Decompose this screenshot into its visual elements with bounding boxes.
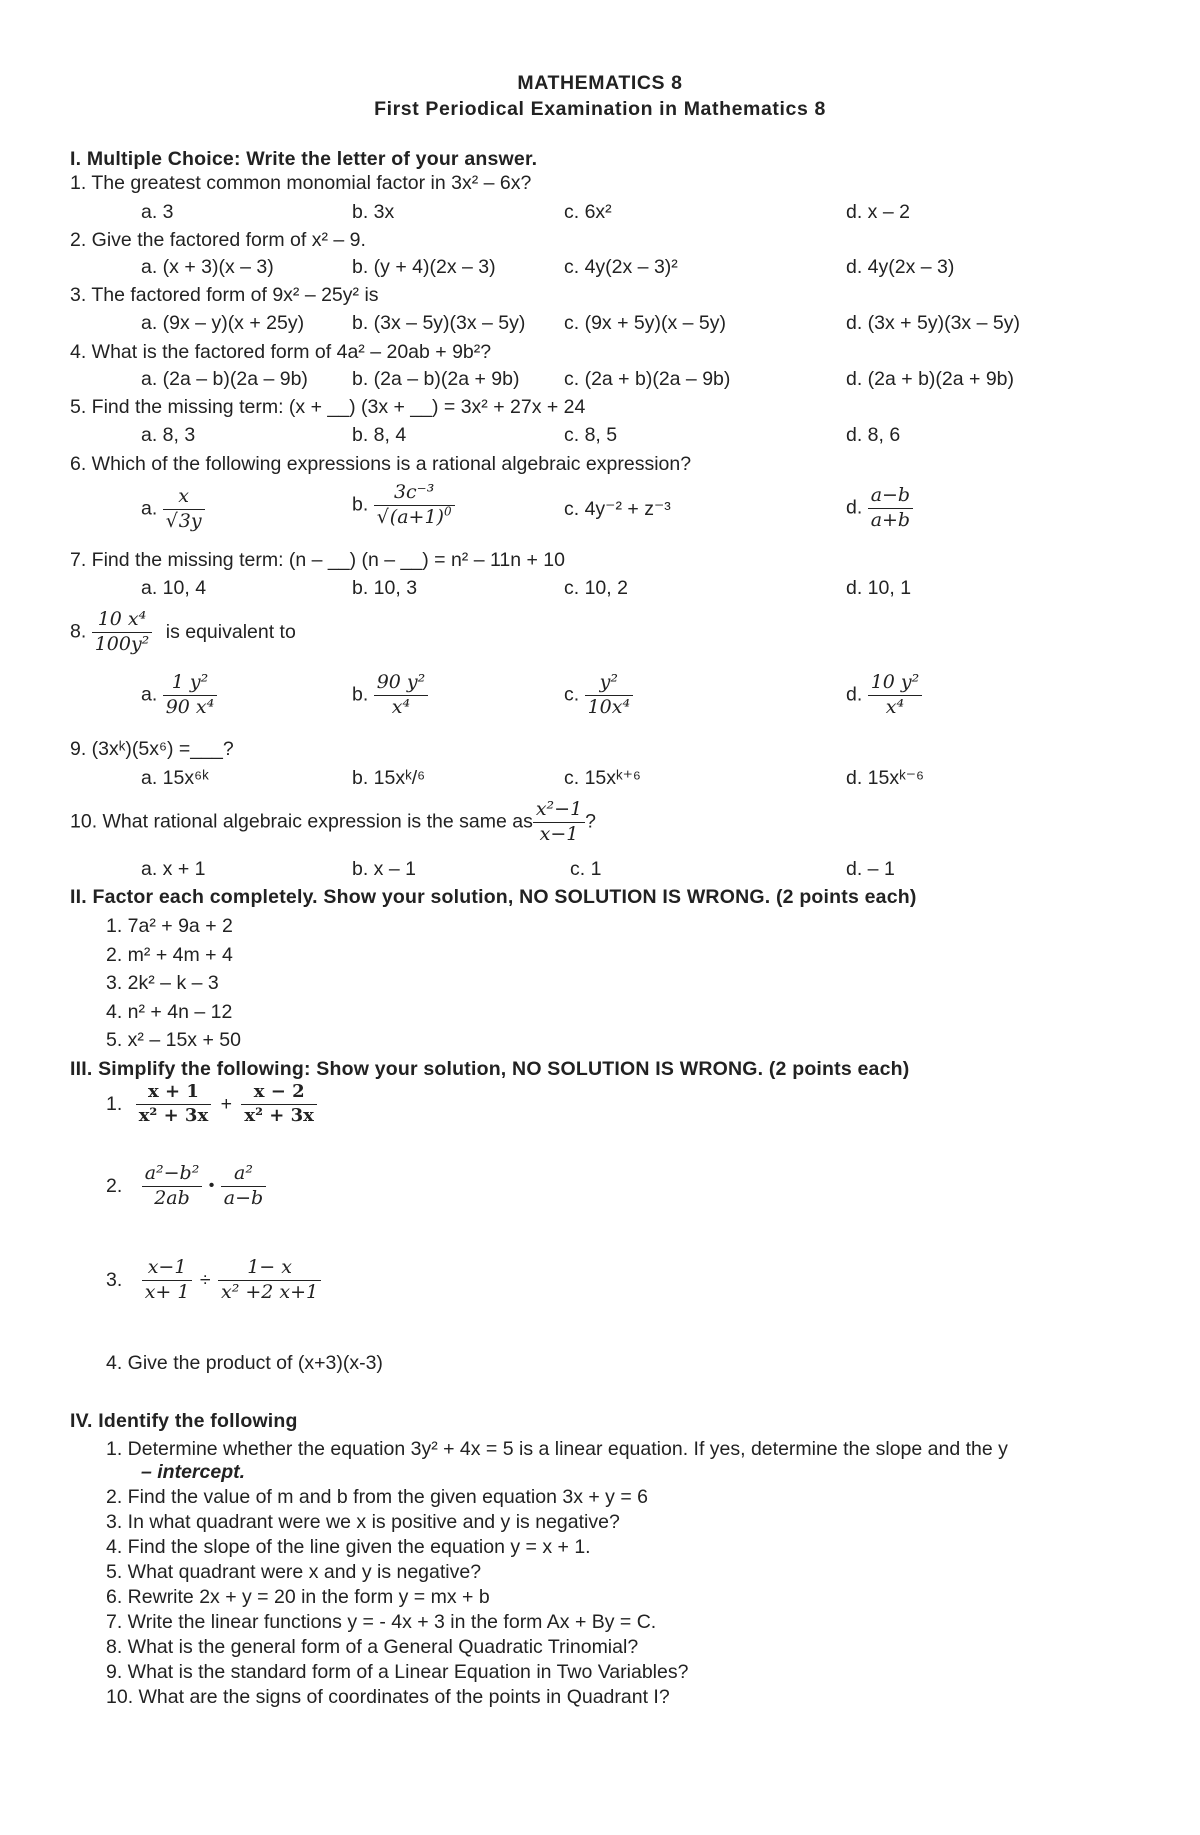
q5-choice-a: a. 8, 3 [141, 424, 196, 446]
part4-heading: IV. Identify the following [70, 1410, 298, 1432]
part3-item-2: 2. $\frac{\text{a²−b²}}{2ab}$ • $\frac{\text{a²}}{a-b}$ [106, 1164, 266, 1209]
part2-item-5: 5. x² – 15x + 50 [106, 1029, 241, 1051]
q1-choice-a: a. 3 [141, 201, 174, 223]
q9-choice-c: c. 15xᵏ⁺⁶ [564, 767, 641, 789]
q6-d-label: d. [846, 496, 863, 519]
q9-stem: 9. (3xᵏ)(5x⁶) =___? [70, 738, 234, 760]
q8-choice-d: d. $\frac{\text{10 y²}}{\text{x⁴}}$ [846, 673, 922, 718]
part4-item-7: 7. Write the linear functions y = - 4x + 3 in the form Ax + By = C. [106, 1611, 657, 1633]
q8-choice-b: b. $\frac{\text{90 y²}}{\text{x⁴}}$ [352, 673, 428, 718]
q6-d-numerator: a−b [870, 484, 911, 506]
part2-item-3: 3. 2k² – k – 3 [106, 972, 219, 994]
q2-stem: 2. Give the factored form of x² – 9. [70, 229, 366, 251]
part4-item-3: 3. In what quadrant were we x is positive and y is negative? [106, 1511, 620, 1533]
q8-denominator: 100y² [92, 632, 153, 655]
q3-choice-b: b. (3x – 5y)(3x – 5y) [352, 312, 526, 334]
part4-item-1-cont: – intercept. [141, 1461, 246, 1483]
q9-choice-d: d. 15xᵏ⁻⁶ [846, 767, 925, 789]
q5-choice-c: c. 8, 5 [564, 424, 618, 446]
q6-a-fraction: $\frac{x}{√3y}$ [163, 487, 205, 532]
part3-item-1: 1. $\frac{x + 1}{\text{x² + 3x}}$ + $\frac{x - 2}{\text{x² + 3x}}$ [106, 1083, 317, 1126]
exam-title: First Periodical Examination in Mathematics 8 [374, 98, 826, 120]
part2-item-4: 4. n² + 4n – 12 [106, 1001, 233, 1023]
q2-choice-a: a. (x + 3)(x – 3) [141, 256, 274, 278]
q1-choice-d: d. x – 2 [846, 201, 910, 223]
q8-numerator: 10 x⁴ [97, 608, 147, 630]
part3-item-4: 4. Give the product of (x+3)(x-3) [106, 1352, 383, 1374]
q10-fraction: $\frac{\text{x²−1}}{x-1}$ [533, 800, 585, 845]
q3-stem: 3. The factored form of 9x² – 25y² is [70, 284, 379, 306]
q9-choice-a: a. 15x⁶ᵏ [141, 767, 209, 789]
part2-item-2: 2. m² + 4m + 4 [106, 944, 233, 966]
q6-choice-c: c. 4y⁻² + z⁻³ [564, 498, 671, 520]
part3-heading: III. Simplify the following: Show your solution, NO SOLUTION IS WRONG. (2 points each) [70, 1058, 910, 1080]
subject-title: MATHEMATICS 8 [517, 72, 683, 94]
q10-choice-b: b. x – 1 [352, 858, 416, 880]
part4-item-5: 5. What quadrant were x and y is negative? [106, 1561, 482, 1583]
q6-b-label: b. [352, 493, 369, 516]
q6-b-numerator: 3c⁻³ [393, 481, 435, 503]
q6-choice-d [846, 486, 913, 531]
q6-choice-b [352, 483, 455, 528]
q5-choice-d: d. 8, 6 [846, 424, 901, 446]
part2-item-1: 1. 7a² + 9a + 2 [106, 915, 233, 937]
q8-label: 8. [70, 620, 87, 643]
part4-item-10: 10. What are the signs of coordinates of the points in Quadrant I? [106, 1686, 670, 1708]
part4-item-1: 1. Determine whether the equation 3y² + 4x = 5 is a linear equation. If yes, determine the slope and the y [106, 1438, 1008, 1460]
q2-choice-d: d. 4y(2x – 3) [846, 256, 955, 278]
q10-stem: 10. What rational algebraic expression is the same as $\frac{\text{x²−1}}{x-1}$ ? [70, 798, 597, 845]
q6-choice-a [141, 487, 205, 532]
q4-choice-c: c. (2a + b)(2a – 9b) [564, 368, 731, 390]
q9-choice-b: b. 15xᵏ/⁶ [352, 767, 426, 789]
part3-item-3: 3. $\frac{x-1}{x+ 1}$ ÷ $\frac{1- x}{\text{x² +2 x+1}}$ [106, 1258, 321, 1303]
part4-item-9: 9. What is the standard form of a Linear Equation in Two Variables? [106, 1661, 689, 1683]
part1-heading: I. Multiple Choice: Write the letter of your answer. [70, 148, 538, 170]
q3-choice-d: d. (3x + 5y)(3x – 5y) [846, 312, 1020, 334]
q4-choice-d: d. (2a + b)(2a + 9b) [846, 368, 1015, 390]
q10-choice-c: c. 1 [570, 858, 602, 880]
part4-item-2: 2. Find the value of m and b from the given equation 3x + y = 6 [106, 1486, 649, 1508]
q6-a-denominator: 3y [178, 509, 202, 532]
q3-choice-a: a. (9x – y)(x + 25y) [141, 312, 305, 334]
q7-choice-b: b. 10, 3 [352, 577, 418, 599]
part4-item-8: 8. What is the general form of a General Quadratic Trinomial? [106, 1636, 639, 1658]
q7-choice-a: a. 10, 4 [141, 577, 207, 599]
q1-choice-c: c. 6x² [564, 201, 612, 223]
q6-d-denominator: a+b [868, 508, 913, 531]
q1-stem: 1. The greatest common monomial factor in 3x² – 6x? [70, 172, 532, 194]
q7-stem: 7. Find the missing term: (n – __) (n – __) = n² – 11n + 10 [70, 549, 565, 571]
q6-a-numerator: x [178, 485, 190, 507]
q2-choice-b: b. (y + 4)(2x – 3) [352, 256, 496, 278]
q8-choice-a: a. $\frac{\text{1 y²}}{\text{90 x⁴}}$ [141, 673, 217, 718]
q6-b-fraction: $\frac{\text{3c⁻³}}{√(a+1)^0}$ [374, 483, 455, 528]
q5-stem: 5. Find the missing term: (x + __) (3x + __) = 3x² + 27x + 24 [70, 396, 586, 418]
q6-a-label: a. [141, 497, 158, 520]
q4-choice-a: a. (2a – b)(2a – 9b) [141, 368, 308, 390]
q8-tail: is equivalent to [165, 620, 296, 643]
part2-heading: II. Factor each completely. Show your solution, NO SOLUTION IS WRONG. (2 points each) [70, 886, 917, 908]
q6-d-fraction [868, 486, 913, 531]
part4-item-6: 6. Rewrite 2x + y = 20 in the form y = mx + b [106, 1586, 490, 1608]
q6-stem: 6. Which of the following expressions is a rational algebraic expression? [70, 453, 692, 475]
part4-item-4: 4. Find the slope of the line given the equation y = x + 1. [106, 1536, 591, 1558]
q4-choice-b: b. (2a – b)(2a + 9b) [352, 368, 520, 390]
q8-choice-c: c. $\frac{\text{y²}}{\text{10x⁴}}$ [564, 673, 633, 718]
q6-b-denominator: (a+1) [389, 505, 444, 528]
q7-choice-d: d. 10, 1 [846, 577, 912, 599]
q2-choice-c: c. 4y(2x – 3)² [564, 256, 678, 278]
q10-choice-a: a. x + 1 [141, 858, 206, 880]
q8-fraction [92, 610, 153, 655]
q7-choice-c: c. 10, 2 [564, 577, 628, 599]
q10-choice-d: d. – 1 [846, 858, 895, 880]
q1-choice-b: b. 3x [352, 201, 395, 223]
q5-choice-b: b. 8, 4 [352, 424, 407, 446]
q4-stem: 4. What is the factored form of 4a² – 20ab + 9b²? [70, 341, 492, 363]
q3-choice-c: c. (9x + 5y)(x – 5y) [564, 312, 726, 334]
q8-stem [70, 610, 296, 655]
